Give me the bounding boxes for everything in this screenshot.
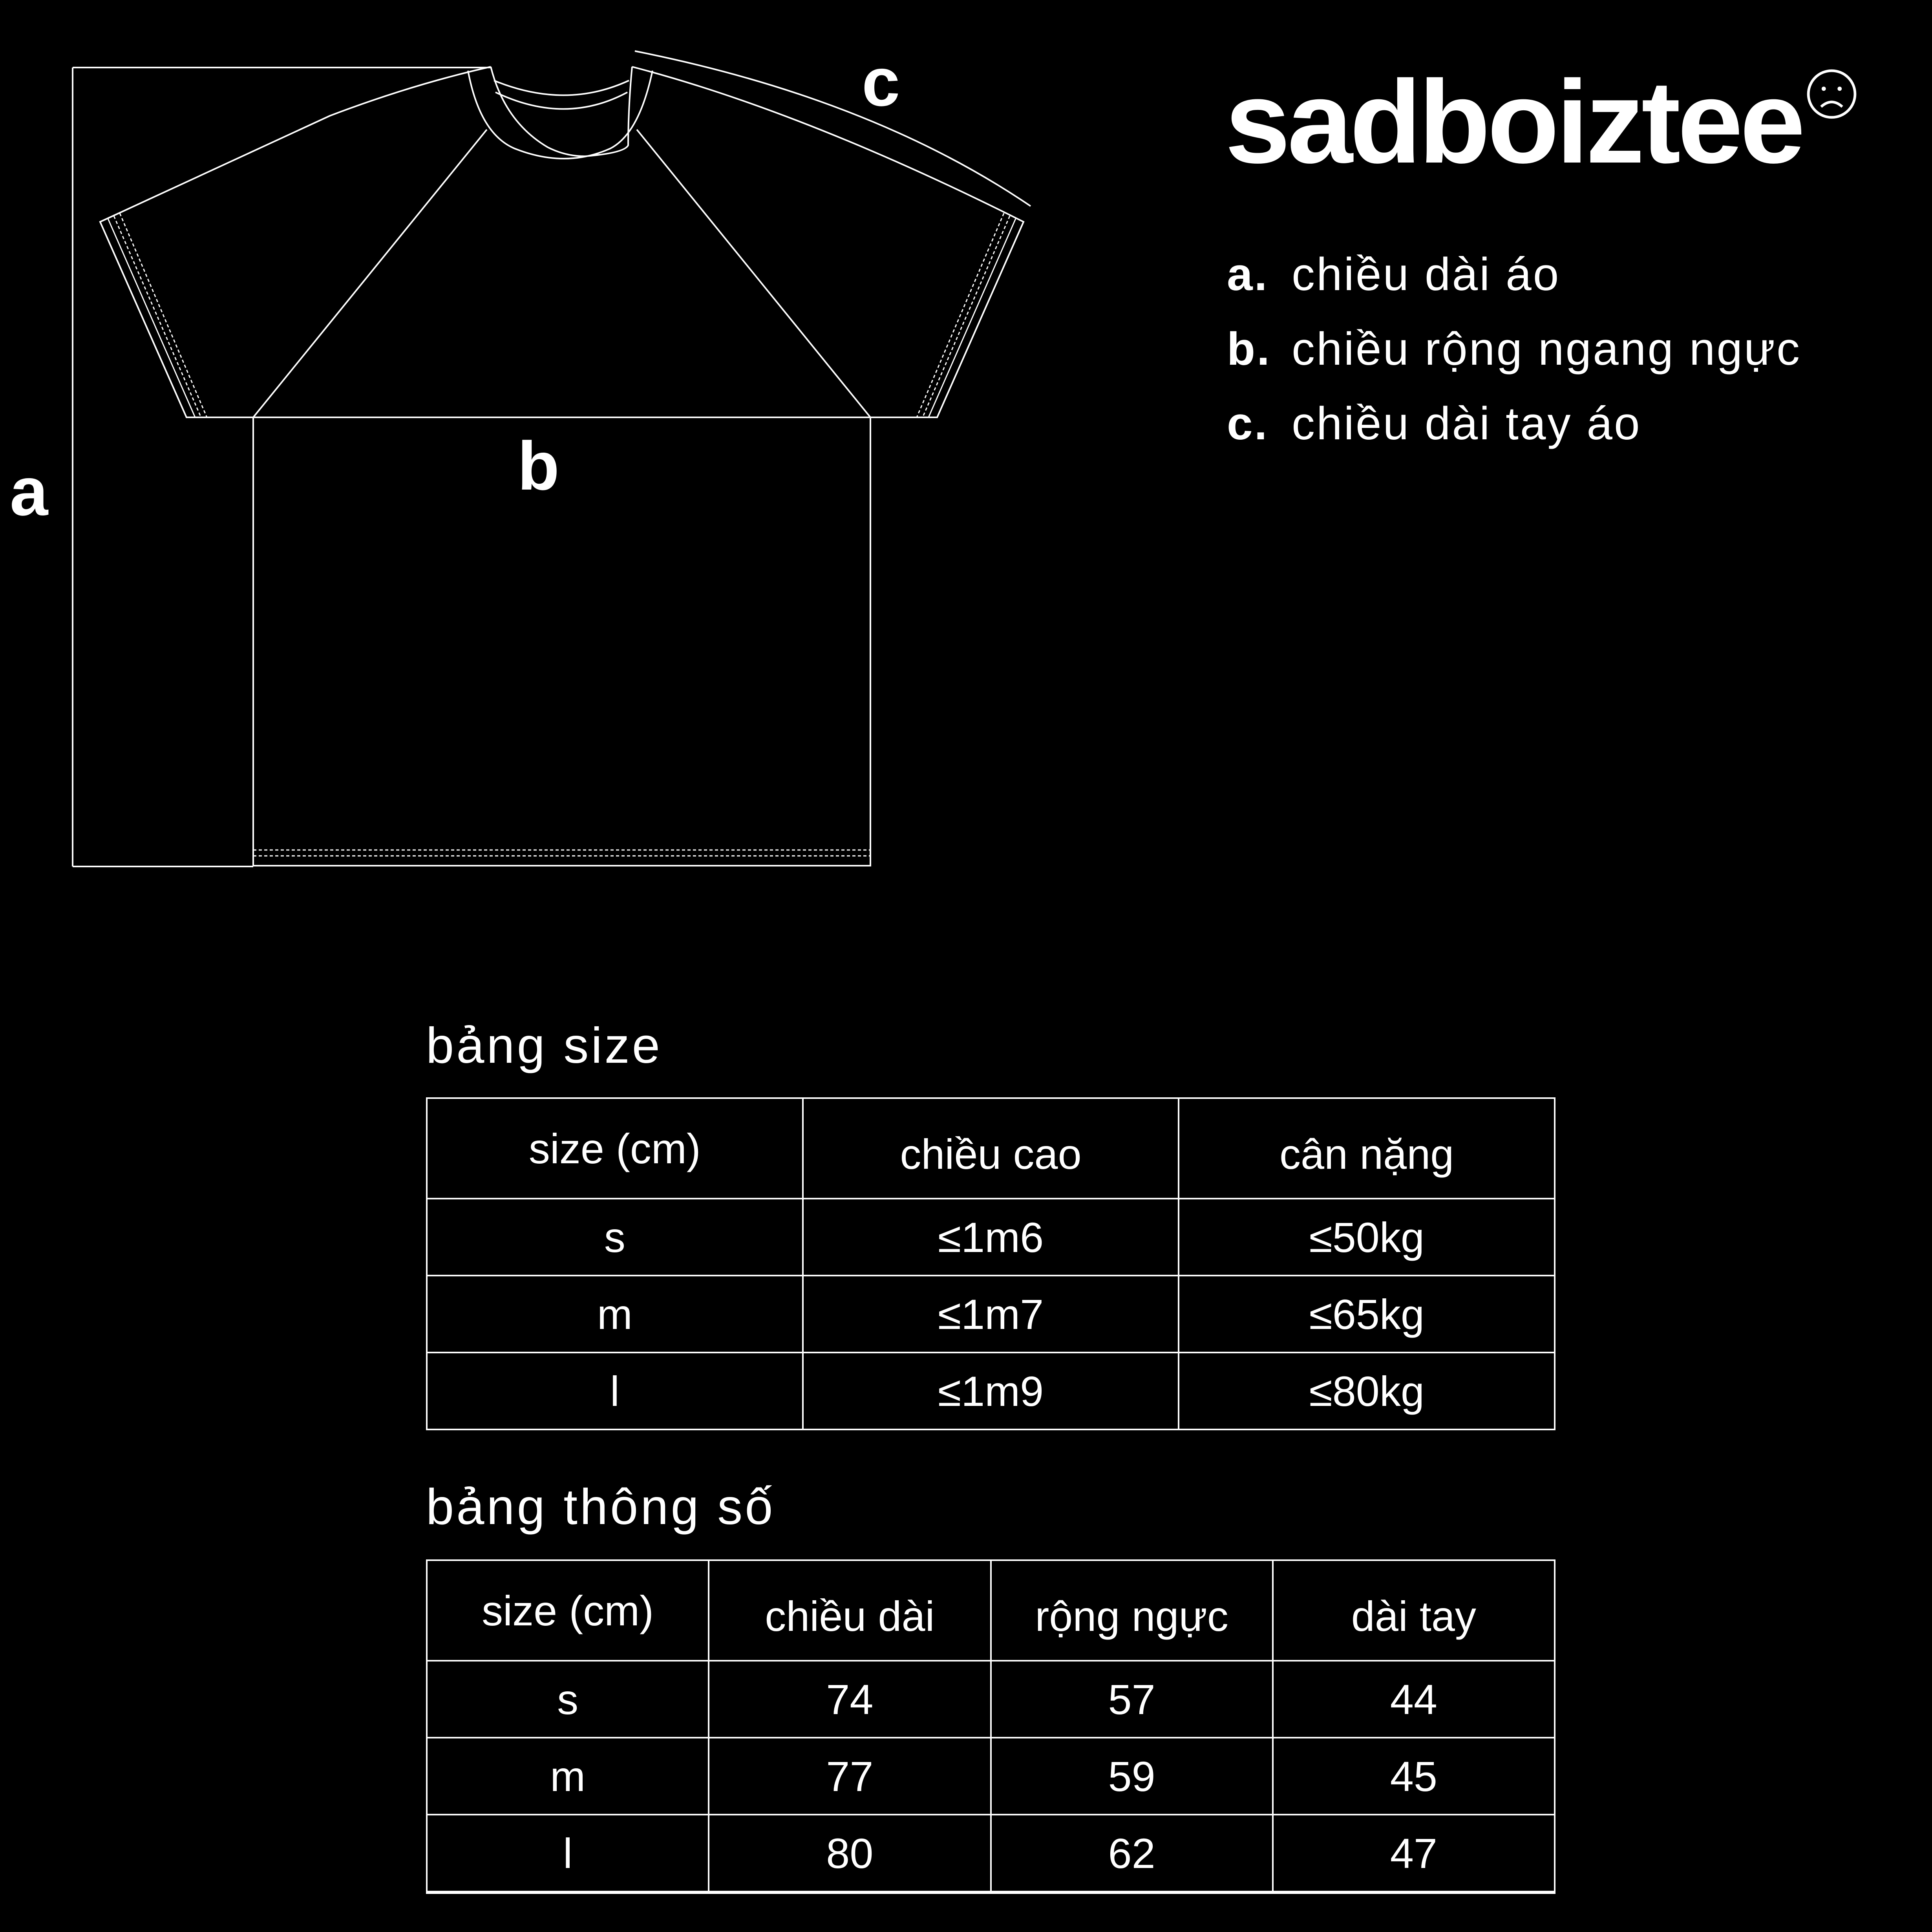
table-cell: 44 (1273, 1661, 1555, 1738)
legend-key: c. (1227, 398, 1269, 450)
table-header-row (427, 1560, 1555, 1661)
table-cell: ≤1m7 (803, 1276, 1179, 1353)
spec-table (426, 1559, 1555, 1894)
table-cell: ≤1m6 (803, 1199, 1179, 1276)
right-raglan-seam (637, 130, 870, 417)
table-cell: s (427, 1199, 803, 1276)
table-header-cell: chiều cao (803, 1098, 1179, 1199)
table-row (427, 1661, 1555, 1738)
table-cell: ≤1m9 (803, 1353, 1179, 1429)
dimension-line-c (635, 51, 1031, 206)
table-row (427, 1276, 1555, 1353)
table-cell: m (427, 1738, 709, 1815)
table-header-cell: chiều dài (709, 1560, 991, 1661)
table-cell: 74 (709, 1661, 991, 1738)
table-header-row (427, 1098, 1555, 1199)
left-raglan-seam (253, 130, 487, 417)
legend-item-c (1227, 400, 1801, 475)
table-header-cell: rộng ngực (991, 1560, 1273, 1661)
table-header-cell: dài tay (1273, 1560, 1555, 1661)
table-cell: ≤50kg (1179, 1199, 1555, 1276)
table-cell: 57 (991, 1661, 1273, 1738)
legend-key: b. (1227, 323, 1271, 375)
legend-label: chiều dài tay áo (1292, 398, 1641, 450)
legend-item-b (1227, 323, 1801, 400)
sad-face-icon (1805, 68, 1858, 121)
table-cell: l (427, 1353, 803, 1429)
brand-logo (1225, 56, 1858, 188)
legend-item-a (1227, 251, 1801, 326)
table-cell: 45 (1273, 1738, 1555, 1815)
dimension-label-a: a (10, 453, 48, 530)
collar-band (494, 80, 629, 95)
legend-label: chiều rộng ngang ngực (1292, 323, 1801, 375)
measurement-legend (1227, 251, 1801, 475)
table-cell: 47 (1273, 1815, 1555, 1892)
shirt-diagram (0, 0, 1060, 883)
spec-table-title: bảng thông số (426, 1479, 775, 1535)
size-table (426, 1097, 1555, 1430)
table-header-cell: cân nặng (1179, 1098, 1555, 1199)
table-cell: 77 (709, 1738, 991, 1815)
table-row (427, 1738, 1555, 1815)
table-header-cell: size (cm) (427, 1560, 709, 1661)
table-cell: l (427, 1815, 709, 1892)
table-row (427, 1815, 1555, 1892)
table-header-cell: size (cm) (427, 1098, 803, 1199)
legend-label: chiều dài áo (1292, 249, 1561, 300)
legend-key: a. (1227, 249, 1269, 300)
table-cell: 59 (991, 1738, 1273, 1815)
shirt-body (253, 417, 870, 866)
table-cell: s (427, 1661, 709, 1738)
dimension-label-c: c (862, 44, 900, 121)
table-cell: ≤80kg (1179, 1353, 1555, 1429)
table-row (427, 1199, 1555, 1276)
table-cell: 80 (709, 1815, 991, 1892)
table-cell: m (427, 1276, 803, 1353)
size-table-title: bảng size (426, 1018, 662, 1074)
table-cell: 62 (991, 1815, 1273, 1892)
table-row (427, 1353, 1555, 1429)
table-cell: ≤65kg (1179, 1276, 1555, 1353)
dimension-label-b: b (517, 428, 559, 504)
brand-name: sadboiztee (1225, 56, 1802, 188)
collar-outer (491, 67, 632, 156)
